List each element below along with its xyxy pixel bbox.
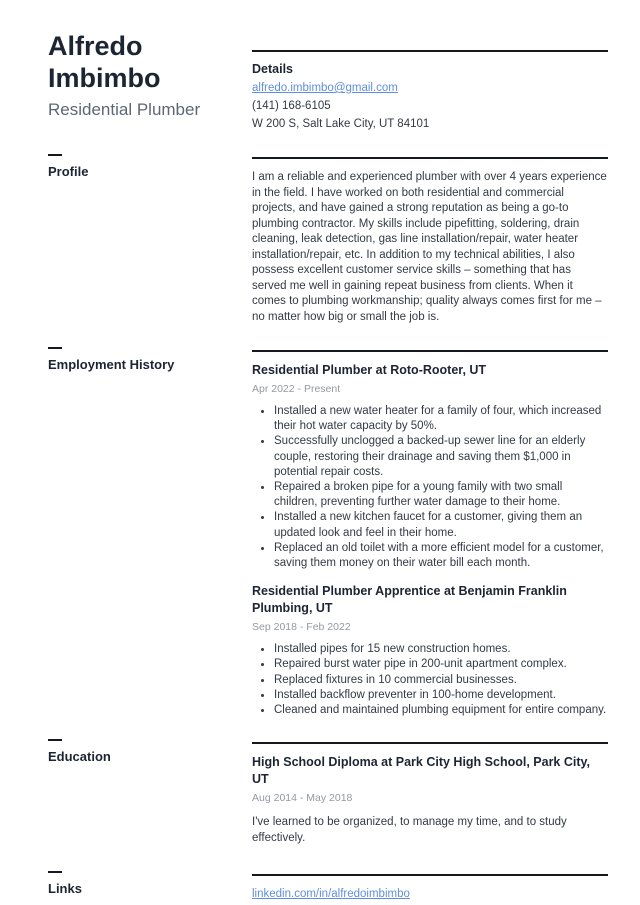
email-link[interactable]: alfredo.imbimbo@gmail.com: [252, 82, 398, 94]
links-heading: Links: [48, 881, 82, 897]
profile-dash: [48, 154, 62, 156]
address-line: W 200 S, Salt Lake City, UT 84101: [252, 118, 430, 130]
job-bullet: • Cleaned and maintained plumbing equipment for entire company.: [273, 703, 608, 718]
job-bullet: • Replaced an old toilet with a more efficient model for a customer, saving them money on their water bill each month.: [273, 541, 608, 571]
education-heading: Education: [48, 749, 111, 765]
profile-section: [48, 154, 608, 325]
education-rule: [252, 742, 608, 744]
details-section: [252, 30, 608, 132]
job-bullet: • Replaced fixtures in 10 commercial businesses.: [273, 673, 608, 688]
job-entry: [252, 583, 608, 718]
identity-block: [48, 30, 252, 132]
job-title: Residential Plumber at Roto-Rooter, UT: [252, 363, 487, 377]
job-list: [252, 362, 608, 718]
profile-rule: [252, 157, 608, 159]
job-title: Residential Plumber Apprentice at Benjamin Franklin Plumbing, UT: [252, 584, 567, 616]
employment-dash: [48, 347, 62, 349]
education-section: [48, 739, 608, 846]
job-bullet: • Successfully unclogged a backed-up sewer line for an elderly couple, restoring their drainage and saving them $1,000 in potential repair costs.: [273, 434, 608, 480]
education-dash: [48, 739, 62, 741]
link-item: [252, 886, 608, 902]
links-list: [252, 886, 608, 902]
links-rule: [252, 874, 608, 876]
phone-line: (141) 168-6105: [252, 100, 331, 112]
employment-heading: Employment History: [48, 357, 175, 372]
person-name: Alfredo Imbimbo: [48, 31, 161, 93]
job-bullet: • Installed pipes for 15 new construction homes.: [273, 642, 608, 657]
profile-heading: Profile: [48, 164, 89, 179]
education-text: I've learned to be organized, to manage my time, and to study effectively.: [252, 816, 567, 844]
header-row: [48, 30, 608, 132]
job-bullet: • Repaired a broken pipe for a young family with two small children, preventing further water damage to their home.: [273, 480, 608, 510]
employment-section: [48, 347, 608, 718]
job-bullet-list: [252, 404, 608, 571]
linkedin-link[interactable]: linkedin.com/in/alfredoimbimbo: [252, 888, 410, 901]
job-bullet: • Installed a new water heater for a family of four, which increased their hot water capacity by 50%.: [273, 404, 608, 434]
job-bullet-list: [252, 642, 608, 718]
education-entry: [252, 754, 608, 846]
job-bullet: • Installed backflow preventer in 100-home development.: [273, 688, 608, 703]
details-top-rule: [252, 50, 608, 52]
profile-text: I am a reliable and experienced plumber with over 4 years experience in the field. I have worked on both residential and commercial projects, and have gained a strong reputation as being a go-to plumbing contractor. My skills include pipefitting, soldering, drain cleaning, leak detection, gas line installation/repair, water heater installation/repair, etc. In addition to my technical abilities, I also possess excellent customer service skills – something that has served me well in gaining repeat business from clients. When it comes to plumbing workmanship; quality always comes first for me – no matter how big or small the job is.: [252, 171, 607, 323]
details-heading: Details: [252, 62, 293, 76]
job-bullet: • Installed a new kitchen faucet for a customer, giving them an updated look and feel in their home.: [273, 510, 608, 540]
education-title: High School Diploma at Park City High School, Park City, UT: [252, 755, 591, 787]
employment-rule: [252, 350, 608, 352]
job-bullet: • Repaired burst water pipe in 200-unit apartment complex.: [273, 657, 608, 672]
education-dates: Aug 2014 - May 2018: [252, 792, 353, 805]
email-line: [252, 80, 608, 96]
job-entry: [252, 362, 608, 571]
links-section: [48, 871, 608, 902]
job-dates: Apr 2022 - Present: [252, 383, 341, 395]
job-dates: Sep 2018 - Feb 2022: [252, 621, 351, 634]
person-job-title: Residential Plumber: [48, 100, 201, 119]
links-dash: [48, 871, 62, 873]
